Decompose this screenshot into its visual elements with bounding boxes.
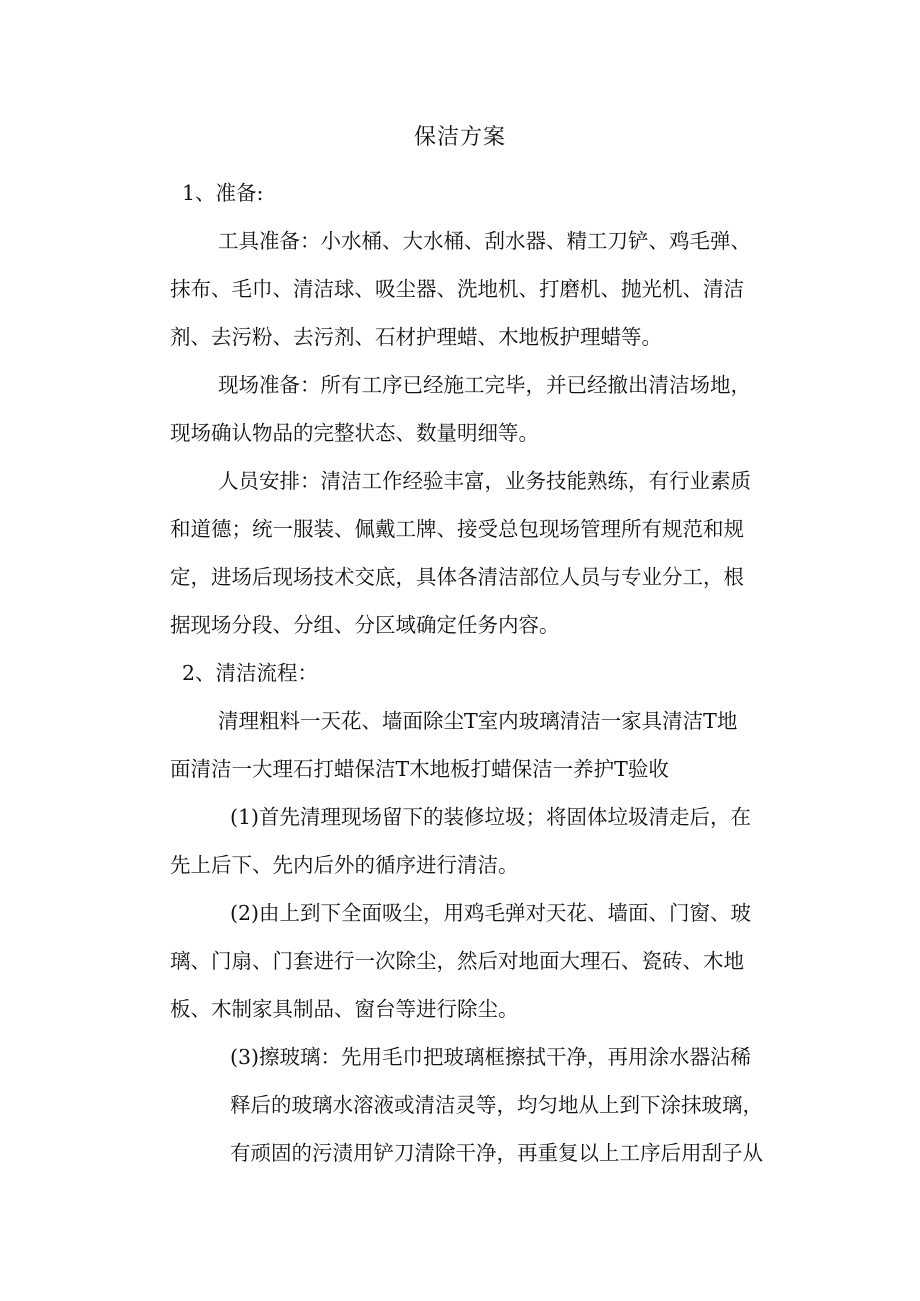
paragraph-line: 现场确认物品的完整状态、数量明细等。 — [170, 421, 539, 445]
paragraph-line: 先上后下、先内后外的循序进行清洁。 — [170, 853, 519, 877]
paragraph-line: 剂、去污粉、去污剂、石材护理蜡、木地板护理蜡等。 — [170, 325, 662, 349]
section-heading-preparation: 1、准备: — [182, 181, 264, 205]
paragraph-line: 据现场分段、分组、分区域确定任务内容。 — [170, 613, 560, 637]
paragraph-line: 璃、门扇、门套进行一次除尘，然后对地面大理石、瓷砖、木地 — [170, 949, 744, 973]
paragraph-line: 定，进场后现场技术交底，具体各清洁部位人员与专业分工，根 — [170, 565, 744, 589]
paragraph-line: 抹布、毛巾、清洁球、吸尘器、洗地机、打磨机、抛光机、清洁 — [170, 277, 744, 301]
paragraph-line: 人员安排：清洁工作经验丰富，业务技能熟练，有行业素质 — [218, 469, 751, 493]
paragraph-line: 释后的玻璃水溶液或清洁灵等，均匀地从上到下涂抹玻璃， — [230, 1093, 763, 1117]
paragraph-line: 和道德；统一服装、佩戴工牌、接受总包现场管理所有规范和规 — [170, 517, 744, 541]
paragraph-line: 清理粗料一天花、墙面除尘T室内玻璃清洁一家具清洁T地 — [218, 709, 738, 733]
paragraph-line: 板、木制家具制品、窗台等进行除尘。 — [170, 997, 519, 1021]
paragraph-line: (2)由上到下全面吸尘，用鸡毛弹对天花、墙面、门窗、玻 — [230, 901, 752, 925]
document-title: 保洁方案 — [413, 125, 506, 150]
paragraph-line: 现场准备：所有工序已经施工完毕，并已经撤出清洁场地， — [218, 373, 751, 397]
paragraph-line: 工具准备：小水桶、大水桶、刮水器、精工刀铲、鸡毛弹、 — [218, 229, 751, 253]
paragraph-line: (3)擦玻璃：先用毛巾把玻璃框擦拭干净，再用涂水器沾稀 — [230, 1045, 752, 1069]
paragraph-line: (1)首先清理现场留下的装修垃圾；将固体垃圾清走后，在 — [230, 805, 752, 829]
section-heading-cleaning-process: 2、清洁流程： — [182, 661, 319, 685]
paragraph-line: 有顽固的污渍用铲刀清除干净，再重复以上工序后用刮子从 — [230, 1141, 763, 1165]
paragraph-line: 面清洁一大理石打蜡保洁T木地板打蜡保洁一养护T验收 — [170, 757, 669, 781]
